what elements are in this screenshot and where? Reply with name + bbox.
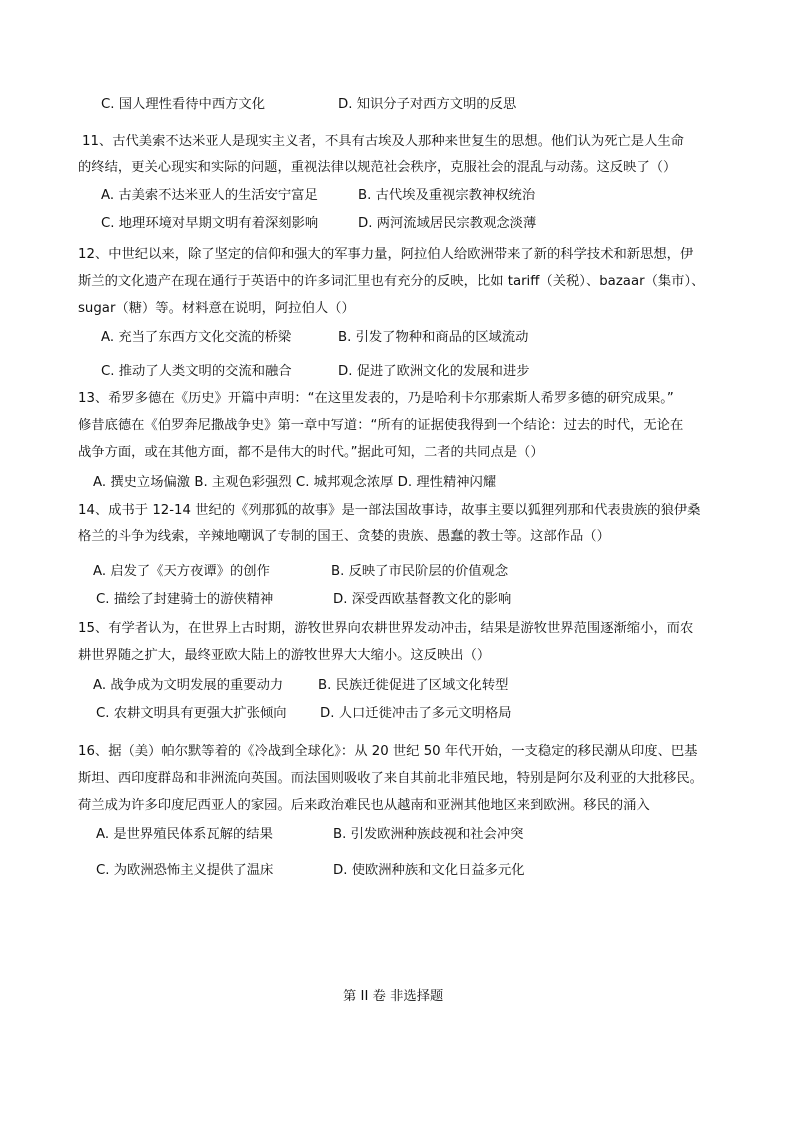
q15-option-c: C. 农耕文明具有更强大扩张倾向 <box>96 706 287 721</box>
q16-stem-line-2: 斯坦、西印度群岛和非洲流向英国。而法国则吸收了来自其前北非殖民地，特别是阿尔及利亚的大批移民。 <box>78 771 703 786</box>
q12-option-a: A. 充当了东西方文化交流的桥梁 <box>101 330 292 345</box>
q12-stem-line-3: sugar（糖）等。材料意在说明，阿拉伯人（） <box>78 301 355 316</box>
q16-stem-line-1: 16、据（美）帕尔默等着的《冷战到全球化》：从 20 世纪 50 年代开始，一支稳定的移民潮从印度、巴基 <box>78 744 698 759</box>
q12-stem-line-2: 斯兰的文化遗产在现在通行于英语中的许多词汇里也有充分的反映，比如 tariff（关税）、bazaar（集市）、 <box>78 274 705 289</box>
q11-option-b: B. 古代埃及重视宗教神权统治 <box>358 188 536 203</box>
q15-stem-line-2: 耕世界随之扩大，最终亚欧大陆上的游牧世界大大缩小。这反映出（） <box>78 648 491 663</box>
q11-stem-line-1: 11、古代美索不达米亚人是现实主义者，不具有古埃及人那种来世复生的思想。他们认为死亡是人生命 <box>82 134 684 149</box>
q15-option-b: B. 民族迁徙促进了区域文化转型 <box>318 678 509 693</box>
q10-option-d: D. 知识分子对西方文明的反思 <box>338 97 517 112</box>
q12-stem-line-1: 12、中世纪以来，除了坚定的信仰和强大的军事力量，阿拉伯人给欧洲带来了新的科学技术和新思想，伊 <box>78 247 694 262</box>
q12-option-d: D. 促进了欧洲文化的发展和进步 <box>338 364 530 379</box>
section-title: 第 II 卷 非选择题 <box>343 989 444 1004</box>
q16-stem-line-3: 荷兰成为许多印度尼西亚人的家园。后来政治难民也从越南和亚洲其他地区来到欧洲。移民的涌入 <box>78 798 650 813</box>
q11-option-d: D. 两河流域居民宗教观念淡薄 <box>358 216 537 231</box>
q13-stem-line-2: 修昔底德在《伯罗奔尼撒战争史》第一章中写道：“所有的证据使我得到一个结论：过去的时代，无论在 <box>78 418 684 433</box>
q16-option-a: A. 是世界殖民体系瓦解的结果 <box>96 827 273 842</box>
q15-option-d: D. 人口迁徙冲击了多元文明格局 <box>320 706 512 721</box>
q14-option-b: B. 反映了市民阶层的价值观念 <box>331 564 509 579</box>
q11-option-a: A. 古美索不达米亚人的生活安宁富足 <box>101 188 318 203</box>
q14-option-d: D. 深受西欧基督教文化的影响 <box>333 592 512 607</box>
q14-stem-line-2: 格兰的斗争为线索，辛辣地嘲讽了专制的国王、贪婪的贵族、愚蠢的教士等。这部作品（） <box>78 529 610 544</box>
q11-stem-line-2: 的终结，更关心现实和实际的问题，重视法律以规范社会秩序，克服社会的混乱与动荡。这反映了（） <box>78 160 677 175</box>
q14-stem-line-1: 14、成书于 12-14 世纪的《列那狐的故事》是一部法国故事诗，故事主要以狐狸列那和代表贵族的狼伊桑 <box>78 503 701 518</box>
q16-option-d: D. 使欧洲种族和文化日益多元化 <box>333 863 525 878</box>
q13-options: A. 撰史立场偏激 B. 主观色彩强烈 C. 城邦观念浓厚 D. 理性精神闪耀 <box>93 475 497 490</box>
q15-stem-line-1: 15、有学者认为，在世界上古时期，游牧世界向农耕世界发动冲击，结果是游牧世界范围逐渐缩小，而农 <box>78 621 694 636</box>
q12-option-c: C. 推动了人类文明的交流和融合 <box>101 364 292 379</box>
q12-option-b: B. 引发了物种和商品的区域流动 <box>338 330 529 345</box>
q14-option-a: A. 启发了《天方夜谭》的创作 <box>93 564 270 579</box>
q11-option-c: C. 地理环境对早期文明有着深刻影响 <box>101 216 319 231</box>
q15-option-a: A. 战争成为文明发展的重要动力 <box>93 678 284 693</box>
q14-option-c: C. 描绘了封建骑士的游侠精神 <box>96 592 274 607</box>
q16-option-c: C. 为欧洲恐怖主义提供了温床 <box>96 863 274 878</box>
q10-option-c: C. 国人理性看待中西方文化 <box>101 97 266 112</box>
q13-stem-line-1: 13、希罗多德在《历史》开篇中声明：“在这里发表的，乃是哈利卡尔那索斯人希罗多德的研究成果。” <box>78 391 674 406</box>
q13-stem-line-3: 战争方面，或在其他方面，都不是伟大的时代。”据此可知，二者的共同点是（） <box>78 445 544 460</box>
q16-option-b: B. 引发欧洲种族歧视和社会冲突 <box>333 827 524 842</box>
